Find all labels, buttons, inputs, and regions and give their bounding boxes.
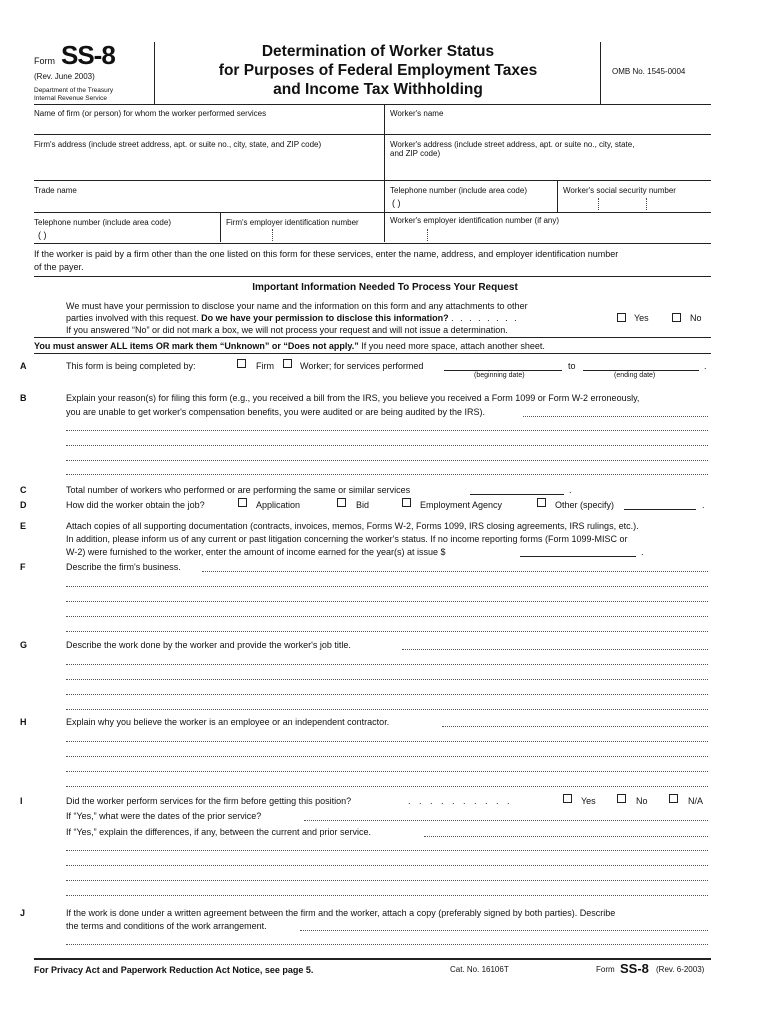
completed-by-firm-checkbox[interactable] — [237, 359, 246, 368]
item-b-line-2: you are unable to get worker's compensation benefits, you were audited or are being audited by the IRS). — [66, 407, 485, 417]
income-amount-field[interactable] — [520, 556, 636, 557]
item-e-letter: E — [20, 521, 27, 531]
permission-yes-checkbox[interactable] — [617, 313, 626, 322]
worker-name-label: Worker's name — [390, 109, 444, 118]
item-j-answer-area[interactable] — [66, 932, 710, 952]
firm-address-field[interactable] — [34, 150, 382, 178]
form-title — [160, 42, 596, 99]
permission-text: parties involved with this request. — [66, 313, 199, 323]
item-i-answer-area[interactable] — [66, 838, 710, 898]
firm-ein-label: Firm's employer identification number — [226, 218, 359, 227]
job-bid-checkbox[interactable] — [337, 498, 346, 507]
item-b-letter: B — [20, 393, 27, 403]
prior-service-dates-field[interactable] — [304, 820, 708, 821]
item-i-sub-2: If “Yes,” explain the differences, if any, between the current and prior service. — [66, 827, 371, 837]
firm-phone-field[interactable]: ( ) — [38, 230, 47, 240]
payer-note-line-2: of the payer. — [34, 262, 84, 272]
prior-service-no-label: No — [636, 796, 648, 806]
footer-privacy-notice: For Privacy Act and Paperwork Reduction Act Notice, see page 5. — [34, 965, 314, 975]
completed-by-worker-checkbox[interactable] — [283, 359, 292, 368]
instruction-rest: If you need more space, attach another sheet. — [358, 341, 545, 351]
item-e-period: . — [641, 547, 644, 557]
item-d-period: . — [702, 500, 705, 510]
to-label: to — [568, 361, 576, 371]
beginning-date-label: (beginning date) — [474, 372, 525, 379]
item-e-line-3: W-2) were furnished to the worker, enter the amount of income earned for the year(s) at issue $ — [66, 547, 446, 557]
omb-number: OMB No. 1545-0004 — [612, 67, 686, 76]
item-c-period: . — [569, 485, 572, 495]
item-i-letter: I — [20, 796, 23, 806]
worker-ein-field[interactable] — [390, 228, 710, 241]
item-g-answer-area[interactable] — [66, 651, 710, 713]
payer-info-field[interactable] — [90, 260, 710, 272]
worker-count-field[interactable] — [470, 494, 564, 495]
firm-address-label: Firm's address (include street address, apt. or suite no., city, state, and ZIP code) — [34, 140, 322, 149]
firm-phone-label: Telephone number (include area code) — [34, 218, 171, 227]
permission-yes-label: Yes — [634, 313, 649, 323]
firm-ein-field[interactable] — [226, 228, 382, 241]
item-i-sub-1: If “Yes,” what were the dates of the prior service? — [66, 811, 262, 821]
item-i-dots: . . . . . . . . . . — [408, 796, 513, 806]
item-d-letter: D — [20, 500, 27, 510]
item-h-letter: H — [20, 717, 27, 727]
item-c-text: Total number of workers who performed or are performing the same or similar services — [66, 485, 411, 495]
job-agency-label: Employment Agency — [420, 500, 503, 510]
permission-line-3: If you answered “No” or did not mark a box, we will not process your request and will not issue a determination. — [66, 325, 508, 335]
payer-note-line-1: If the worker is paid by a firm other than the one listed on this form for these services, enter the name, address, and employer identification number — [34, 249, 619, 259]
completed-by-worker-label: Worker; for services performed — [300, 361, 424, 371]
item-j-line-2: the terms and conditions of the work arrangement. — [66, 921, 267, 931]
important-heading: Important Information Needed To Process Your Request — [252, 282, 518, 293]
item-i-text: Did the worker perform services for the firm before getting this position? — [66, 796, 352, 806]
instruction-line — [34, 341, 545, 351]
job-bid-label: Bid — [356, 500, 370, 510]
trade-name-field[interactable] — [34, 196, 382, 210]
item-a-text: This form is being completed by: — [66, 361, 196, 371]
prior-service-na-checkbox[interactable] — [669, 794, 678, 803]
prior-service-yes-checkbox[interactable] — [563, 794, 572, 803]
prior-service-no-checkbox[interactable] — [617, 794, 626, 803]
item-d-text: How did the worker obtain the job? — [66, 500, 205, 510]
item-f-letter: F — [20, 562, 26, 572]
worker-name-field[interactable] — [390, 118, 710, 133]
dept-line-1: Department of the Treasury — [34, 87, 114, 94]
trade-name-label: Trade name — [34, 186, 77, 195]
item-f-answer-area[interactable] — [66, 573, 710, 635]
dept-line-2: Internal Revenue Service — [34, 95, 107, 102]
item-b-answer-area[interactable] — [66, 418, 710, 470]
item-h-answer-area[interactable] — [66, 728, 710, 790]
item-h-text: Explain why you believe the worker is an employee or an independent contractor. — [66, 717, 390, 727]
item-j-line-1: If the work is done under a written agreement between the firm and the worker, attach a copy (preferably signed by both parties). Describe — [66, 908, 616, 918]
item-e-line-2: In addition, please inform us of any current or past litigation concerning the worker's status. If no income reporting forms (Form 1099-MISC or — [66, 534, 628, 544]
form-number: SS-8 — [61, 40, 115, 70]
worker-ein-label: Worker's employer identification number (if any) — [390, 216, 559, 225]
job-application-checkbox[interactable] — [238, 498, 247, 507]
item-g-letter: G — [20, 640, 28, 650]
instruction-bold: You must answer ALL items OR mark them “Unknown” or “Does not apply.” — [34, 341, 359, 351]
completed-by-firm-label: Firm — [256, 361, 274, 371]
worker-ssn-field[interactable] — [563, 196, 709, 210]
title-line-3: and Income Tax Withholding — [273, 81, 483, 98]
leader-dots: . . . . . . . . — [451, 313, 519, 323]
ending-date-field[interactable] — [583, 370, 699, 371]
footer-cat-number: Cat. No. 16106T — [450, 965, 509, 974]
period: . — [704, 361, 707, 371]
item-e-line-1: Attach copies of all supporting documentation (contracts, invoices, memos, Forms W-2, Forms 1099, IRS closing agreements, IRS rulings, etc.). — [66, 521, 639, 531]
worker-ssn-label: Worker's social security number — [563, 186, 676, 195]
prior-service-yes-label: Yes — [581, 796, 596, 806]
item-j-letter: J — [20, 908, 26, 918]
worker-address-label-2: and ZIP code) — [390, 149, 441, 158]
job-agency-checkbox[interactable] — [402, 498, 411, 507]
worker-phone-label: Telephone number (include area code) — [390, 186, 527, 195]
permission-line-2 — [66, 313, 519, 323]
job-other-checkbox[interactable] — [537, 498, 546, 507]
footer-form-number: SS-8 — [620, 961, 649, 976]
job-application-label: Application — [256, 500, 301, 510]
footer-form-word: Form — [596, 965, 615, 974]
permission-no-label: No — [690, 313, 702, 323]
form-word: Form — [34, 56, 55, 66]
item-c-letter: C — [20, 485, 27, 495]
item-f-text: Describe the firm's business. — [66, 562, 181, 572]
revision-date: (Rev. June 2003) — [34, 72, 95, 81]
worker-phone-field[interactable]: ( ) — [392, 198, 401, 208]
footer-revision: (Rev. 6-2003) — [656, 965, 705, 974]
item-a-letter: A — [20, 361, 27, 371]
title-line-1: Determination of Worker Status — [261, 43, 495, 60]
permission-no-checkbox[interactable] — [672, 313, 681, 322]
firm-name-field[interactable] — [34, 118, 382, 133]
item-b-line-1: Explain your reason(s) for filing this form (e.g., you received a bill from the IRS, you believe you received a Form 1099 or Form W-2 erroneously, — [66, 393, 640, 403]
job-other-label: Other (specify) — [555, 500, 615, 510]
permission-line-1: We must have your permission to disclose your name and the information on this form and any attachments to other — [66, 301, 528, 311]
title-line-2: for Purposes of Federal Employment Taxes — [218, 62, 538, 79]
item-g-text: Describe the work done by the worker and provide the worker's job title. — [66, 640, 351, 650]
worker-address-field[interactable] — [390, 160, 710, 178]
beginning-date-field[interactable] — [444, 370, 562, 371]
firm-name-label: Name of firm (or person) for whom the worker performed services — [34, 109, 267, 118]
prior-service-na-label: N/A — [688, 796, 704, 806]
job-other-field[interactable] — [624, 509, 696, 510]
ending-date-label: (ending date) — [614, 372, 656, 379]
permission-question: Do we have your permission to disclose this information? — [201, 313, 449, 323]
worker-address-label-1: Worker's address (include street address, apt. or suite no., city, state, — [390, 140, 635, 149]
